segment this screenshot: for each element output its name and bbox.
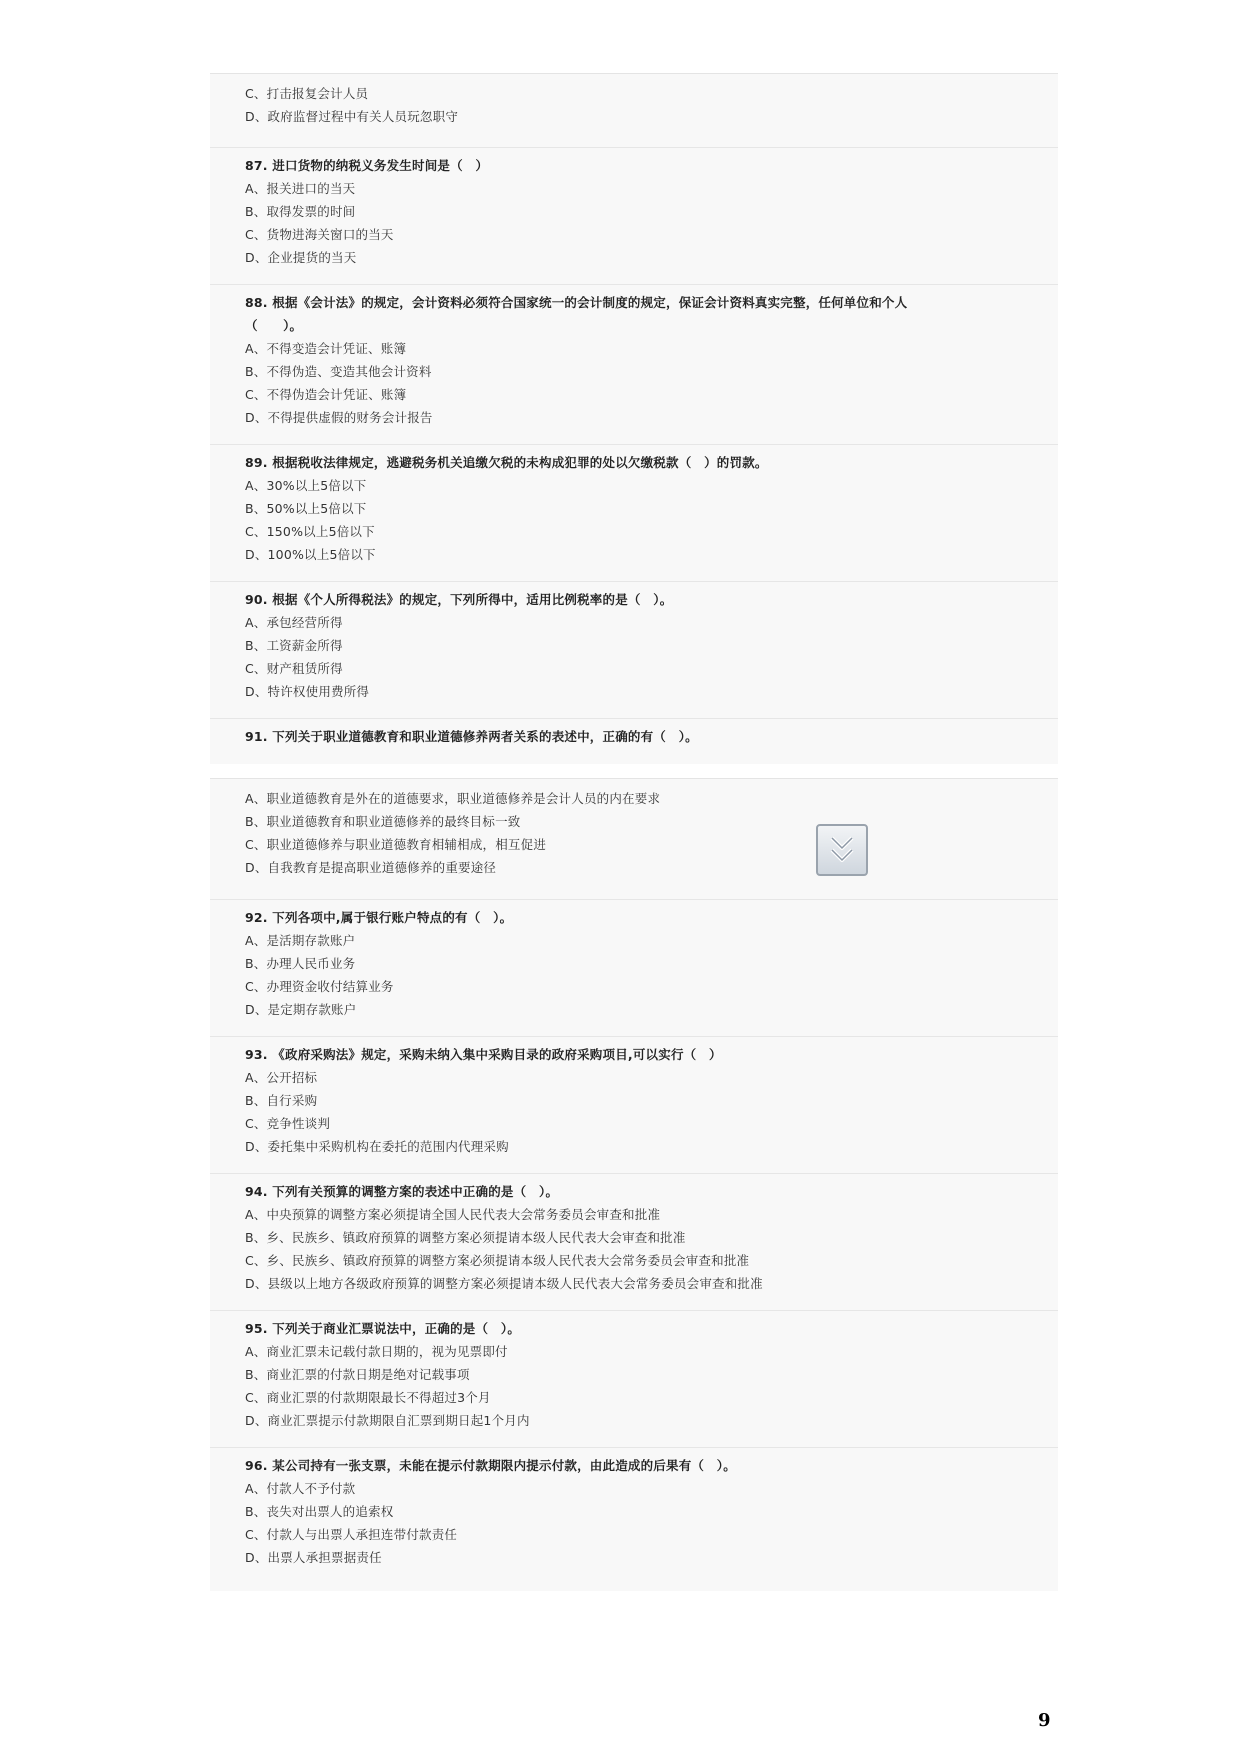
question-stem: 90. 根据《个人所得税法》的规定，下列所得中，适用比例税率的是（ ）。 xyxy=(245,592,673,607)
option-line: A、公开招标 xyxy=(245,1070,318,1085)
question-stem: 94. 下列有关预算的调整方案的表述中正确的是（ ）。 xyxy=(245,1184,559,1199)
question-stem: 89. 根据税收法律规定，逃避税务机关追缴欠税的未构成犯罪的处以欠缴税款（ ）的罚款。 xyxy=(245,455,768,470)
option-line: C、付款人与出票人承担连带付款责任 xyxy=(245,1527,458,1542)
option-line: D、是定期存款账户 xyxy=(245,1002,357,1017)
question-stem: 92. 下列各项中,属于银行账户特点的有（ ）。 xyxy=(245,910,513,925)
option-line: A、中央预算的调整方案必须提请全国人民代表大会常务委员会审查和批准 xyxy=(245,1207,661,1222)
option-line: B、取得发票的时间 xyxy=(245,204,356,219)
option-line: C、乡、民族乡、镇政府预算的调整方案必须提请本级人民代表大会常务委员会审查和批准 xyxy=(245,1253,750,1268)
question-separator xyxy=(210,1310,1058,1311)
option-line: A、付款人不予付款 xyxy=(245,1481,356,1496)
option-line: D、政府监督过程中有关人员玩忽职守 xyxy=(245,109,459,124)
question-separator xyxy=(210,899,1058,900)
option-line: D、商业汇票提示付款期限自汇票到期日起1个月内 xyxy=(245,1413,530,1428)
option-line: C、不得伪造会计凭证、账簿 xyxy=(245,387,407,402)
option-line: B、自行采购 xyxy=(245,1093,318,1108)
option-line: B、乡、民族乡、镇政府预算的调整方案必须提请本级人民代表大会审查和批准 xyxy=(245,1230,686,1245)
question-stem: 95. 下列关于商业汇票说法中，正确的是（ ）。 xyxy=(245,1321,521,1336)
question-separator xyxy=(210,1036,1058,1037)
question-91-options xyxy=(245,787,1045,879)
question-separator xyxy=(210,147,1058,148)
option-line: A、不得变造会计凭证、账簿 xyxy=(245,341,407,356)
option-line: C、职业道德修养与职业道德教育相辅相成，相互促进 xyxy=(245,837,547,852)
option-line: C、货物进海关窗口的当天 xyxy=(245,227,394,242)
option-line: D、不得提供虚假的财务会计报告 xyxy=(245,410,433,425)
option-line: D、出票人承担票据责任 xyxy=(245,1550,382,1565)
option-line: C、商业汇票的付款期限最长不得超过3个月 xyxy=(245,1390,491,1405)
option-line: C、办理资金收付结算业务 xyxy=(245,979,394,994)
option-line: C、打击报复会计人员 xyxy=(245,86,369,101)
question-90 xyxy=(245,588,1045,703)
option-line: B、丧失对出票人的追索权 xyxy=(245,1504,394,1519)
question-stem: 93. 《政府采购法》规定，采购未纳入集中采购目录的政府采购项目,可以实行（ ） xyxy=(245,1047,722,1062)
question-stem: 96. 某公司持有一张支票，未能在提示付款期限内提示付款，由此造成的后果有（ ）。 xyxy=(245,1458,736,1473)
option-line: D、委托集中采购机构在委托的范围内代理采购 xyxy=(245,1139,509,1154)
scroll-down-button[interactable] xyxy=(816,824,868,876)
question-separator xyxy=(210,1447,1058,1448)
option-line: D、县级以上地方各级政府预算的调整方案必须提请本级人民代表大会常务委员会审查和批准 xyxy=(245,1276,763,1291)
option-line: D、企业提货的当天 xyxy=(245,250,357,265)
option-line: B、商业汇票的付款日期是绝对记载事项 xyxy=(245,1367,470,1382)
option-line: B、职业道德教育和职业道德修养的最终目标一致 xyxy=(245,814,521,829)
question-stem: 87. 进口货物的纳税义务发生时间是（ ） xyxy=(245,158,489,173)
option-line: A、承包经营所得 xyxy=(245,615,343,630)
question-separator xyxy=(210,1173,1058,1174)
question-89 xyxy=(245,451,1045,566)
question-87 xyxy=(245,154,1045,269)
option-line: D、特许权使用费所得 xyxy=(245,684,370,699)
screenshot-panel-bottom xyxy=(210,778,1058,1591)
option-line: A、商业汇票未记载付款日期的，视为见票即付 xyxy=(245,1344,508,1359)
option-line: B、50%以上5倍以下 xyxy=(245,501,367,516)
question-stem: 88. 根据《会计法》的规定，会计资料必须符合国家统一的会计制度的规定，保证会计资料真实完整，任何单位和个人 xyxy=(245,295,908,310)
option-line: D、自我教育是提高职业道德修养的重要途径 xyxy=(245,860,497,875)
option-line: B、不得伪造、变造其他会计资料 xyxy=(245,364,432,379)
option-line: C、150%以上5倍以下 xyxy=(245,524,375,539)
option-line: A、职业道德教育是外在的道德要求，职业道德修养是会计人员的内在要求 xyxy=(245,791,661,806)
option-line: A、报关进口的当天 xyxy=(245,181,356,196)
option-line: C、竞争性谈判 xyxy=(245,1116,331,1131)
option-line: D、100%以上5倍以下 xyxy=(245,547,376,562)
option-line: C、财产租赁所得 xyxy=(245,661,343,676)
double-chevron-down-icon xyxy=(828,834,856,866)
page-number: 9 xyxy=(1038,1710,1051,1731)
question-92 xyxy=(245,906,1045,1021)
question-86-tail xyxy=(245,82,1045,128)
question-stem: 91. 下列关于职业道德教育和职业道德修养两者关系的表述中，正确的有（ ）。 xyxy=(245,729,698,744)
question-separator xyxy=(210,581,1058,582)
question-separator xyxy=(210,718,1058,719)
question-88 xyxy=(245,291,1045,429)
question-93 xyxy=(245,1043,1045,1158)
screenshot-panel-top xyxy=(210,73,1058,764)
question-96 xyxy=(245,1454,1045,1569)
question-94 xyxy=(245,1180,1045,1295)
question-stem-continued: （ ）。 xyxy=(245,318,303,333)
question-95 xyxy=(245,1317,1045,1432)
option-line: B、办理人民币业务 xyxy=(245,956,356,971)
option-line: B、工资薪金所得 xyxy=(245,638,343,653)
question-separator xyxy=(210,444,1058,445)
option-line: A、30%以上5倍以下 xyxy=(245,478,367,493)
question-91 xyxy=(245,725,1045,748)
question-separator xyxy=(210,284,1058,285)
option-line: A、是活期存款账户 xyxy=(245,933,356,948)
